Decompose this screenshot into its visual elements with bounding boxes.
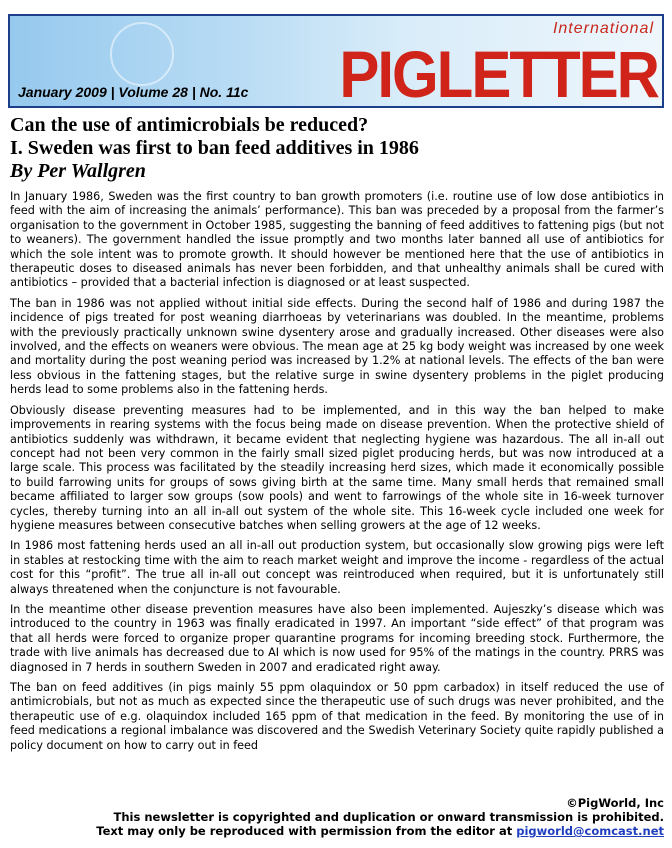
issue-info: January 2009 | Volume 28 | No. 11c [18,84,249,100]
masthead-international: International [552,20,654,37]
editor-email-link[interactable]: pigworld@comcast.net [516,824,664,838]
paragraph: In January 1986, Sweden was the first country to ban growth promoters (i.e. routine use of low dose antibiotics in feed with the aim of increasing the animals’ performance). This ban was preceded by a proposal from the farmer’s organisation to the government in October 1985, suggesting the banning of feed additives to fattening pigs (but not to weaners). The government handled the issue promptly and two months later banned all use of antibiotics for which the sole intent was to promote growth. It should however be mentioned here that the use of antibiotics in therapeutic doses to diseased animals has never been forbidden, and that unhealthy animals shall be cured with antibiotics – provided that a bacterial infection is diagnosed or at least suspected. [10,190,664,290]
article-title-line1: Can the use of antimicrobials be reduced? [10,114,369,136]
article-body [10,190,664,759]
paragraph: Obviously disease preventing measures had to be implemented, and in this way the ban helped to make improvements in rearing systems with the focus being made on disease prevention. When the protective shield of antibiotics suddenly was withdrawn, it became evident that neglecting hygiene was hazardous. The all in-all out concept had not been very common in the fairly small sized piglet producing herds, but was now introduced at a large scale. This process was facilitated by the steadily increasing herd sizes, which made it economically possible to build farrowing units for groups of sows giving birth at the same time. Many small herds that remained small became affiliated to larger sow groups (sow pools) and went to farrowings of the whole site in 16-week turnover cycles, thereby turning into an all in-all out system of the whole site. This 16-week cycle included one week for hygiene measures between consecutive batches when selling growers at the age of 12 weeks. [10,403,664,532]
copyright: ©PigWorld, Inc [566,796,664,810]
globe-watermark-icon [110,22,174,86]
footer [0,796,664,838]
masthead-logo: PIGLETTER [339,37,658,108]
reproduction-notice-text: Text may only be reproduced with permission from the editor at [96,824,517,838]
paragraph: The ban on feed additives (in pigs mainly 55 ppm olaquindox or 50 ppm carbadox) in itself reduced the use of antimicrobials, but not as much as expected since the therapeutic use of such drugs was never prohibited, and the therapeutic use of e.g. olaquindox included 165 ppm of that medication in the feed. By monitoring the use of in feed medications a regional imbalance was discovered and the Swedish Veterinary Society quite rapidly published a policy document on how to carry out in feed [10,681,664,752]
reproduction-notice [0,824,664,838]
paragraph: In 1986 most fattening herds used an all in-all out production system, but occasionally slow growing pigs were left in stables at restocking time with the aim to reach market weight and improve the income - regardless of the actual cost for this “profit”. The true all in-all out concept was reintroduced when required, but it is unfortunately still always threatened when the conjuncture is not favourable. [10,539,664,596]
article-author: By Per Wallgren [10,160,146,182]
paragraph: In the meantime other disease prevention measures have also been implemented. Aujeszky’s disease which was introduced to the country in 1963 was finally eradicated in 1997. An important “side effect” of that program was that all herds were forced to organize proper quarantine programs for incoming breeding stock. Furthermore, the trade with live animals has decreased due to AI which is now used for 95% of the matings in the country. PRRS was diagnosed in 7 herds in southern Sweden in 2007 and eradicated right away. [10,602,664,674]
article-heading [10,114,666,183]
paragraph: The ban in 1986 was not applied without initial side effects. During the second half of 1986 and during 1987 the incidence of pigs treated for post weaning diarrhoeas by veterinarians was doubled. In the meantime, problems with the previously practically unknown swine dysentery arose and gradually increased. Other diseases were also involved, and the effects on weaners were obvious. The mean age at 25 kg body weight was increased by one week and mortality during the post weaning period was increased by 1.2% at national levels. The effects of the ban were less obvious in the fattening stages, but the relative surge in swine dysentery problems in the piglet producing herds lead to some problems also in the fattening herds. [10,296,664,397]
article-title-line2: I. Sweden was first to ban feed additives in 1986 [10,137,419,159]
copyright-notice: This newsletter is copyrighted and duplication or onward transmission is prohibited. [113,810,664,824]
masthead-banner [8,14,664,108]
